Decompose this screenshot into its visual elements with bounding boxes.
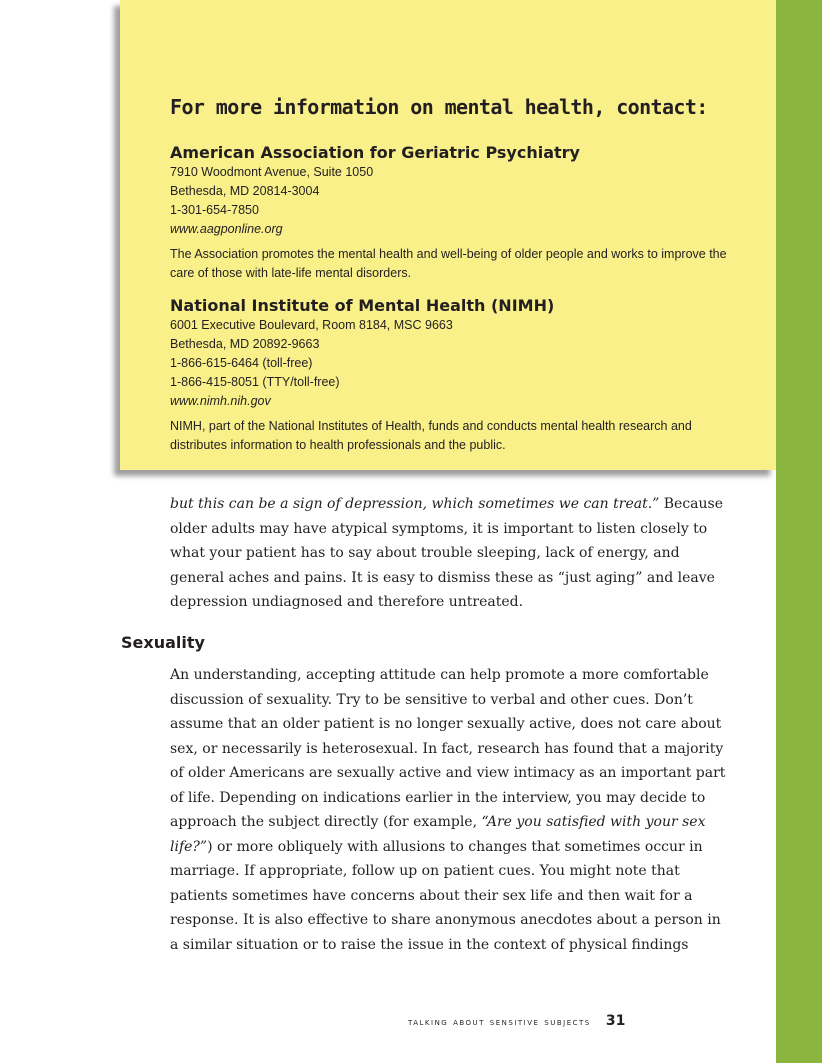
page-number: 31 [605,1013,626,1029]
org-address-line: Bethesda, MD 20814-3004 [170,184,320,198]
quote-text: “Are you satisfied with your sex life?” [170,814,706,855]
quote-text: but this can be a sign of depression, which sometimes we can treat.” [170,496,660,512]
org-address-line: 7910 Woodmont Avenue, Suite 1050 [170,165,374,179]
page-footer [408,1010,625,1029]
org-phone: 1-866-615-6464 (toll-free) [170,356,313,370]
org-address-line: 6001 Executive Boulevard, Room 8184, MSC 9663 [170,318,453,332]
org-description: The Association promotes the mental health and well-being of older people and works to improve the care of those with late-life mental disorders. [170,247,727,280]
org-phone-tty: 1-866-415-8051 (TTY/toll-free) [170,375,340,389]
footer-section-title: talking about sensitive subjects [408,1016,591,1028]
org-phone: 1-301-654-7850 [170,203,259,217]
callout-heading: For more information on mental health, contact: [170,95,708,119]
org-aagp [170,143,756,283]
resource-callout-box [120,0,776,470]
org-nimh [170,296,756,455]
paragraph-text: Because older adults may have atypical symptoms, it is important to listen closely to what your patient has to say about trouble sleeping, lack of energy, and general aches and pains. It is easy to dismiss these as “just aging” and leave depression undiagnosed and therefore untreated. [170,496,724,610]
section-heading-sexuality: Sexuality [121,633,205,652]
paragraph-text: An understanding, accepting attitude can help promote a more comfortable discussion of sexuality. Try to be sensitive to verbal and other cues. Don’t assume that an older patient is no longer sexually active, does not care about sex, or necessarily is heterosexual. In fact, research has found that a majority of older Americans are sexually active and view intimacy as an important part of life. Depending on indications earlier in the interview, you may decide to approach the subject directly (for example, [170,667,726,830]
org-address-line: Bethesda, MD 20892-9663 [170,337,320,351]
org-website-link[interactable]: www.aagponline.org [170,222,283,236]
side-color-bar [776,0,822,1063]
paragraph-text: ) or more obliquely with allusions to changes that sometimes occur in marriage. If appropriate, follow up on patient cues. You might note that patients sometimes have concerns about their sex life and then wait for a response. It is also effective to share anonymous anecdotes about a person in a similar situation or to raise the issue in the context of physical findings [170,838,721,953]
body-paragraph-sexuality [170,663,730,957]
body-paragraph-depression [170,492,730,615]
org-website-link[interactable]: www.nimh.nih.gov [170,394,271,408]
org-name: National Institute of Mental Health (NIMH) [170,296,555,315]
org-name: American Association for Geriatric Psychiatry [170,143,580,162]
org-description: NIMH, part of the National Institutes of Health, funds and conducts mental health research and distributes information to health professionals and the public. [170,419,692,452]
